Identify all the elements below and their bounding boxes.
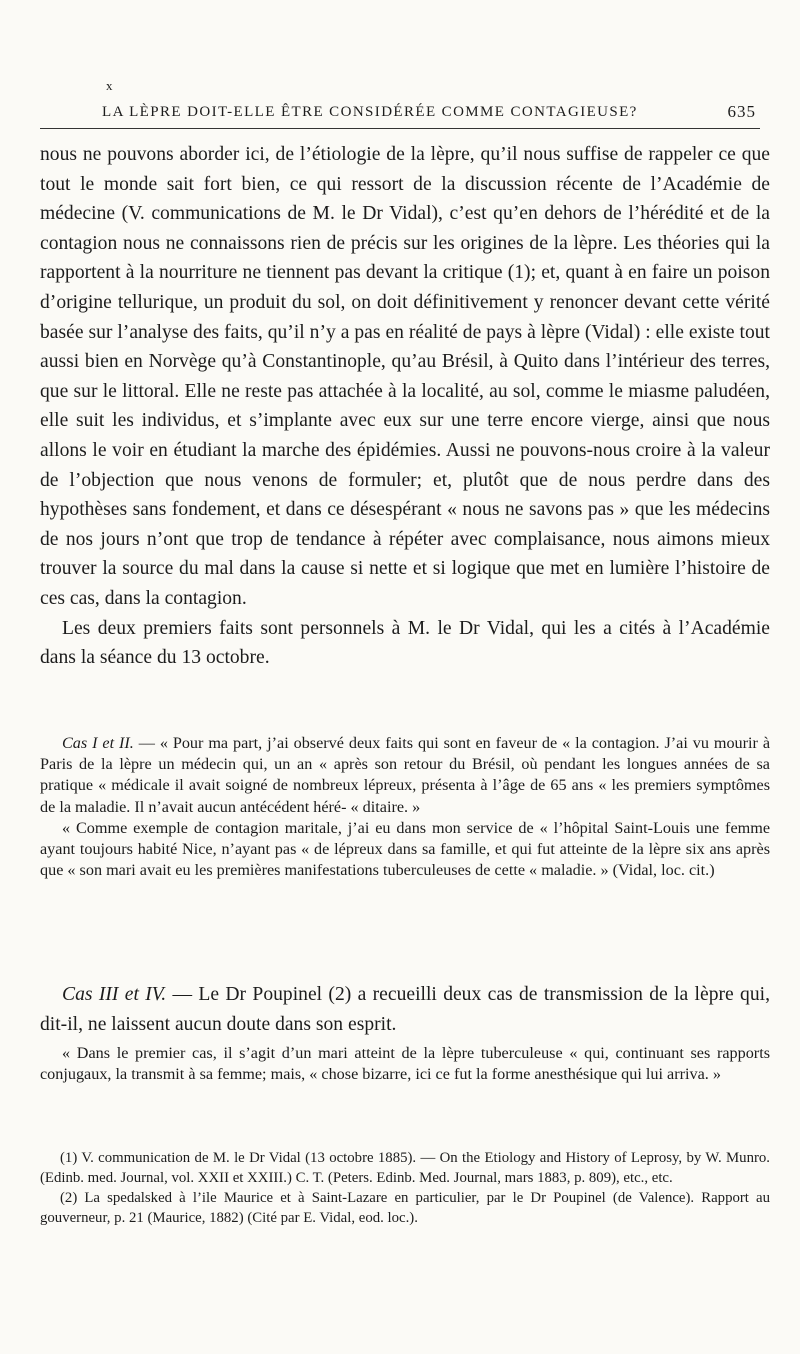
case-heading-3-4: Cas III et IV.	[62, 984, 167, 1005]
footnotes	[40, 1148, 770, 1228]
footnote-1: (1) V. communication de M. le Dr Vidal (13 octobre 1885). — On the Etiology and History of Leprosy, by W. Munro. (Edinb. med. Journal, vol. XXII et XXIII.) C. T. (Peters. Edinb. Med. Journal, mars 1883, p. 809), etc., etc.	[40, 1150, 770, 1186]
quote-1-text: — « Pour ma part, j’ai observé deux faits qui sont en faveur de « la contagion. J’ai vu mourir à Paris de la lèpre un médecin qui, un an « après son retour du Brésil, où pendant les longues années de sa pratique « médicale il avait soigné de nombreux lépreux, présenta à l’âge de 65 ans « les premiers symptômes de la maladie. Il n’avait aucun antécédent héré- « ditaire. »	[40, 734, 771, 816]
quote-case-3	[40, 1043, 770, 1085]
quote-2-text: « Comme exemple de contagion maritale, j’ai eu dans mon service de « l’hôpital Saint-Louis une femme ayant toujours habité Nice, n’ayant pas « de lépreux dans sa famille, et qui fut atteinte de la lèpre six ans après que « son mari avait eu les premières manifestations tuberculeuses de cette « maladie. » (Vidal, loc. cit.)	[40, 818, 770, 880]
running-title: LA LÈPRE DOIT-ELLE ÊTRE CONSIDÉRÉE COMME CONTAGIEUSE?	[102, 104, 638, 120]
paragraph-cases-3-4	[40, 980, 770, 1039]
case-heading-1-2: Cas I et II.	[62, 734, 134, 752]
footnote-2: (2) La spedalsked à l’ile Maurice et à Saint-Lazare en particulier, par le Dr Poupinel (de Valence). Rapport au gouverneur, p. 21 (Maurice, 1882) (Cité par E. Vidal, eod. loc.).	[40, 1190, 770, 1226]
paragraph-2: Les deux premiers faits sont personnels à M. le Dr Vidal, qui les a cités à l’Académie dans la séance du 13 octobre.	[40, 617, 770, 669]
running-header	[40, 78, 760, 129]
main-paragraph	[40, 140, 770, 673]
header-mark: x	[106, 78, 113, 93]
quote-cases-1-2	[40, 733, 770, 881]
paragraph-3-text: — Le Dr Poupinel (2) a recueilli deux cas de transmission de la lèpre qui, dit-il, ne laissent aucun doute dans son esprit.	[40, 984, 770, 1035]
page-number: 635	[727, 102, 756, 121]
paragraph-1: nous ne pouvons aborder ici, de l’étiologie de la lèpre, qu’il nous suffise de rappeler ce que tout le monde sait fort bien, ce qui ressort de la discussion récente de l’Académie de médecine (V. communications de M. le Dr Vidal), c’est qu’en dehors de l’hérédité et de la contagion nous ne connaissons rien de précis sur les origines de la lèpre. Les théories qui la rapportent à la nourriture ne tiennent pas devant la critique (1); et, quant à en faire un poison d’origine tellurique, un produit du sol, on doit définitivement y renoncer devant cette vérité basée sur l’analyse des faits, qu’il n’y a pas en réalité de pays à lèpre (Vidal) : elle existe tout aussi bien en Norvège qu’à Constantinople, qu’au Brésil, à Quito dans l’intérieur des terres, que sur le littoral. Elle ne reste pas attachée à la localité, au sol, comme le miasme paludéen, elle suit les individus, et s’implante avec eux sur une terre encore vierge, ainsi que nous allons le voir en étudiant la marche des épidémies. Aussi ne pouvons-nous croire à la valeur de l’objection que nous venons de formuler; et, plutôt que de nous perdre dans des hypothèses sans fondement, et dans ce désespérant « nous ne savons pas » que les médecins de nos jours n’ont que trop de tendance à répéter avec complaisance, nous aimons mieux trouver la source du mal dans la cause si nette et si logique que met en lumière l’histoire de ces cas, dans la contagion.	[40, 144, 770, 609]
quote-3-text: « Dans le premier cas, il s’agit d’un mari atteint de la lèpre tuberculeuse « qui, continuant ses rapports conjugaux, la transmit à sa femme; mais, « chose bizarre, ici ce fut la forme anesthésique qui lui arriva. »	[40, 1044, 770, 1084]
